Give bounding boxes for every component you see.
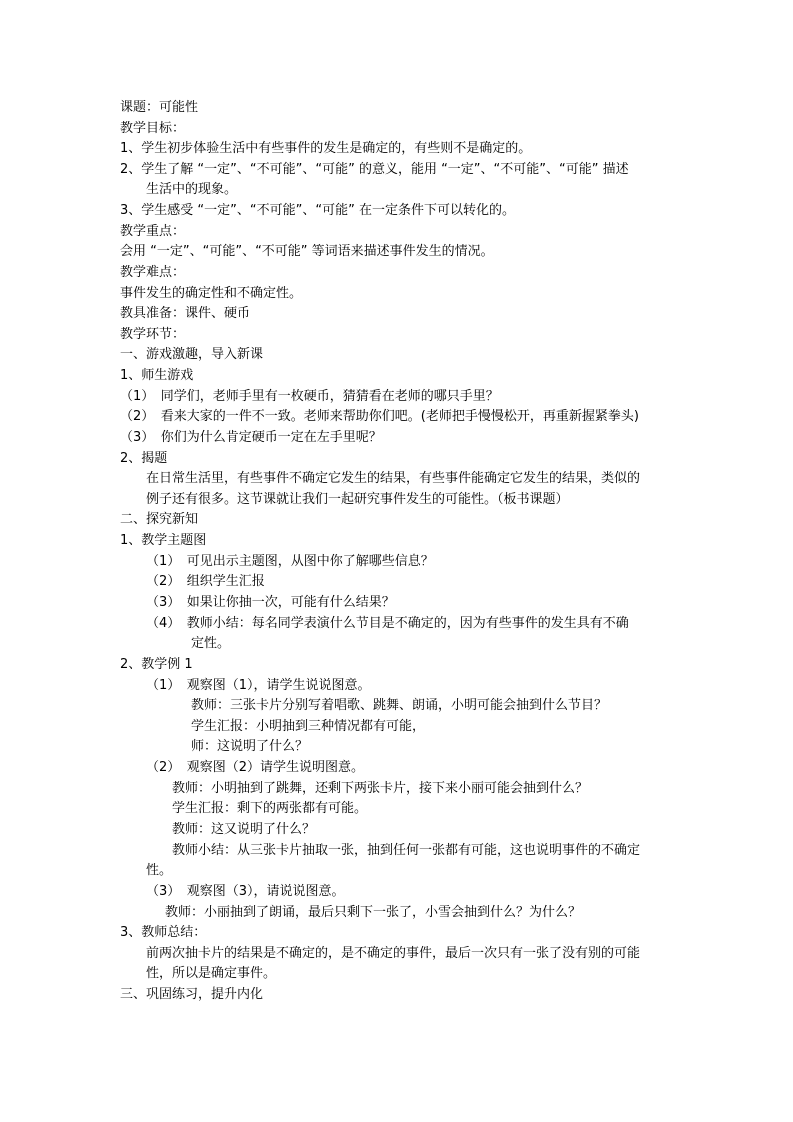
text-line: 1、学生初步体验生活中有些事件的发生是确定的，有些则不是确定的。 (120, 141, 532, 156)
text-line: 学生汇报：小明抽到三种情况都有可能， (191, 719, 426, 734)
subsection-heading: 2、揭题 (120, 451, 168, 466)
subsection-heading: 1、师生游戏 (120, 368, 194, 383)
text-line: 事件发生的确定性和不确定性。 (120, 286, 303, 301)
section-heading: 教学环节： (120, 327, 186, 342)
text-line: 2、学生了解 “一定”、“不可能”、“可能” 的意义，能用 “一定”、“不可能”、“可能” 描述 (120, 162, 629, 177)
list-item: （3） 你们为什么肯定硬币一定在左手里呢？ (120, 430, 382, 445)
text-line: 定性。 (191, 636, 231, 651)
text-line: 师：这说明了什么？ (191, 739, 309, 754)
text-line: 例子还有很多。这节课就让我们一起研究事件发生的可能性。（板书课题） (146, 492, 569, 507)
section-heading: 教学重点： (120, 224, 186, 239)
text-line: 教师：小明抽到了跳舞，还剩下两张卡片，接下来小丽可能会抽到什么？ (172, 781, 589, 796)
text-line: 教师：这又说明了什么？ (172, 822, 316, 837)
subsection-heading: 1、教学主题图 (120, 533, 207, 548)
subsection-heading: 3、教师总结： (120, 925, 207, 940)
section-heading: 教学目标： (120, 121, 186, 136)
list-item: （2） 观察图（2）请学生说明图意。 (146, 760, 365, 775)
section-heading: 教学难点： (120, 265, 186, 280)
text-line: 性。 (146, 863, 173, 878)
text-line: 3、学生感受 “一定”、“不可能”、“可能” 在一定条件下可以转化的。 (120, 203, 515, 218)
text-line: 在日常生活里，有些事件不确定它发生的结果，有些事件能确定它发生的结果，类似的 (146, 471, 641, 486)
list-item: （1） 可见出示主题图，从图中你了解哪些信息？ (146, 554, 434, 569)
text-line: 教具准备：课件、硬币 (120, 306, 251, 321)
text-line: 学生汇报：剩下的两张都有可能。 (172, 801, 368, 816)
list-item: （3） 观察图（3），请说说图意。 (146, 884, 345, 899)
section-heading: 三、巩固练习，提升内化 (120, 987, 264, 1002)
text-line: 教师：小丽抽到了朗诵，最后只剩下一张了，小雪会抽到什么？为什么？ (165, 905, 582, 920)
section-heading: 一、游戏激趣，导入新课 (120, 347, 264, 362)
list-item: （2） 看来大家的一件不一致。老师来帮助你们吧。(老师把手慢慢松开，再重新握紧拳头) (120, 409, 639, 424)
list-item: （2） 组织学生汇报 (146, 574, 265, 589)
list-item: （3） 如果让你抽一次，可能有什么结果？ (146, 595, 395, 610)
text-line: 教师小结：从三张卡片抽取一张，抽到任何一张都有可能，这也说明事件的不确定 (172, 843, 641, 858)
list-item: （4） 教师小结：每名同学表演什么节目是不确定的，因为有些事件的发生具有不确 (146, 616, 629, 631)
text-line: 会用 “一定”、“可能”、“不可能” 等词语来描述事件发生的情况。 (120, 244, 494, 259)
list-item: （1） 同学们，老师手里有一枚硬币，猜猜看在老师的哪只手里？ (120, 389, 499, 404)
lesson-title: 课题：可能性 (120, 100, 199, 115)
text-line: 生活中的现象。 (146, 182, 238, 197)
text-line: 性，所以是确定事件。 (146, 966, 277, 981)
section-heading: 二、探究新知 (120, 512, 199, 527)
list-item: （1） 观察图（1），请学生说说图意。 (146, 678, 371, 693)
text-line: 前两次抽卡片的结果是不确定的，是不确定的事件，最后一次只有一张了没有别的可能 (146, 946, 641, 961)
subsection-heading: 2、教学例 1 (120, 657, 193, 672)
text-line: 教师：三张卡片分别写着唱歌、跳舞、朗诵，小明可能会抽到什么节目？ (191, 698, 608, 713)
